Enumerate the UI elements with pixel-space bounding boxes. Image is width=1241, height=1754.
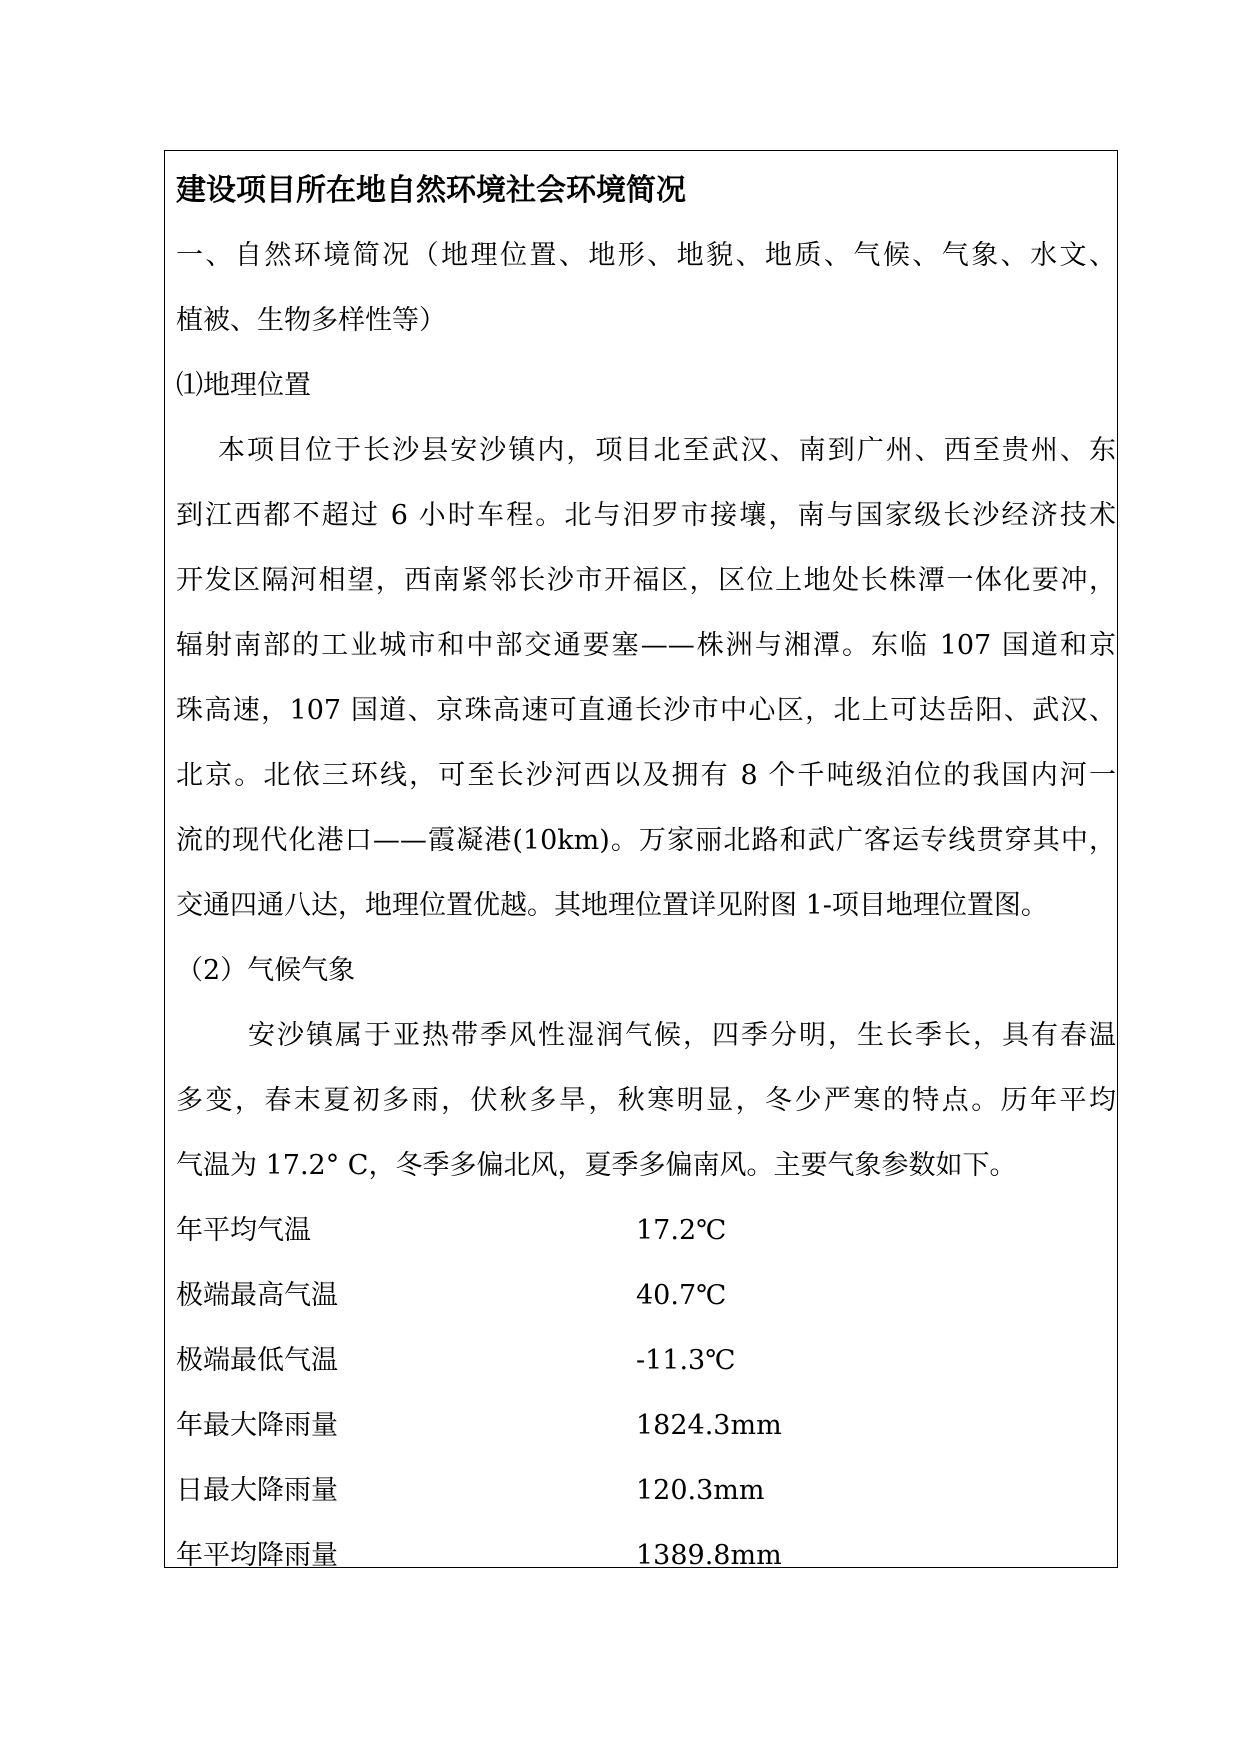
document-content (176, 158, 1116, 1588)
param-value: 120.3mm (636, 1475, 765, 1506)
climate-param-row (176, 1458, 1116, 1523)
param-value: 17.2℃ (636, 1215, 727, 1246)
param-name: 年平均降雨量 (176, 1540, 338, 1571)
param-name: 年平均气温 (176, 1215, 311, 1246)
climate-paragraph-line: 气温为 17.2° C，冬季多偏北风，夏季多偏南风。主要气象参数如下。 (176, 1150, 1017, 1181)
geo-paragraph-line: 珠高速，107 国道、京珠高速可直通长沙市中心区，北上可达岳阳、武汉、 (176, 695, 1116, 726)
geo-heading: ⑴地理位置 (176, 370, 311, 401)
param-value: 1824.3mm (636, 1410, 782, 1441)
param-value: -11.3℃ (636, 1345, 736, 1376)
section-heading-line-2: 植被、生物多样性等） (176, 305, 446, 336)
geo-paragraph-line: 交通四通八达，地理位置优越。其地理位置详见附图 1-项目地理位置图。 (176, 890, 1048, 921)
climate-paragraph-line: 安沙镇属于亚热带季风性湿润气候，四季分明，生长季长，具有春温 (248, 1020, 1116, 1051)
climate-param-row (176, 1198, 1116, 1263)
geo-paragraph-line: 辐射南部的工业城市和中部交通要塞——株洲与湘潭。东临 107 国道和京 (176, 630, 1116, 661)
param-value: 1389.8mm (636, 1540, 782, 1571)
section-heading-line-1: 一、自然环境简况（地理位置、地形、地貌、地质、气候、气象、水文、 (176, 240, 1116, 271)
climate-param-row (176, 1523, 1116, 1588)
param-name: 极端最高气温 (176, 1280, 338, 1311)
climate-param-row (176, 1328, 1116, 1393)
geo-paragraph-line: 北京。北依三环线，可至长沙河西以及拥有 8 个千吨级泊位的我国内河一 (176, 760, 1116, 791)
param-name: 极端最低气温 (176, 1345, 338, 1376)
param-name: 年最大降雨量 (176, 1410, 338, 1441)
geo-paragraph-line: 到江西都不超过 6 小时车程。北与汨罗市接壤，南与国家级长沙经济技术 (176, 500, 1116, 531)
geo-paragraph-line: 流的现代化港口——霞凝港(10km)。万家丽北路和武广客运专线贯穿其中， (176, 825, 1116, 856)
geo-paragraph-line: 开发区隔河相望，西南紧邻长沙市开福区，区位上地处长株潭一体化要冲， (176, 565, 1116, 596)
climate-heading: （2）气候气象 (176, 955, 356, 986)
climate-param-row (176, 1263, 1116, 1328)
param-name: 日最大降雨量 (176, 1475, 338, 1506)
climate-paragraph-line: 多变，春末夏初多雨，伏秋多旱，秋寒明显，冬少严寒的特点。历年平均 (176, 1085, 1116, 1116)
geo-paragraph-line: 本项目位于长沙县安沙镇内，项目北至武汉、南到广州、西至贵州、东 (218, 435, 1116, 466)
climate-param-row (176, 1393, 1116, 1458)
param-value: 40.7℃ (636, 1280, 727, 1311)
page-title: 建设项目所在地自然环境社会环境简况 (176, 173, 686, 208)
